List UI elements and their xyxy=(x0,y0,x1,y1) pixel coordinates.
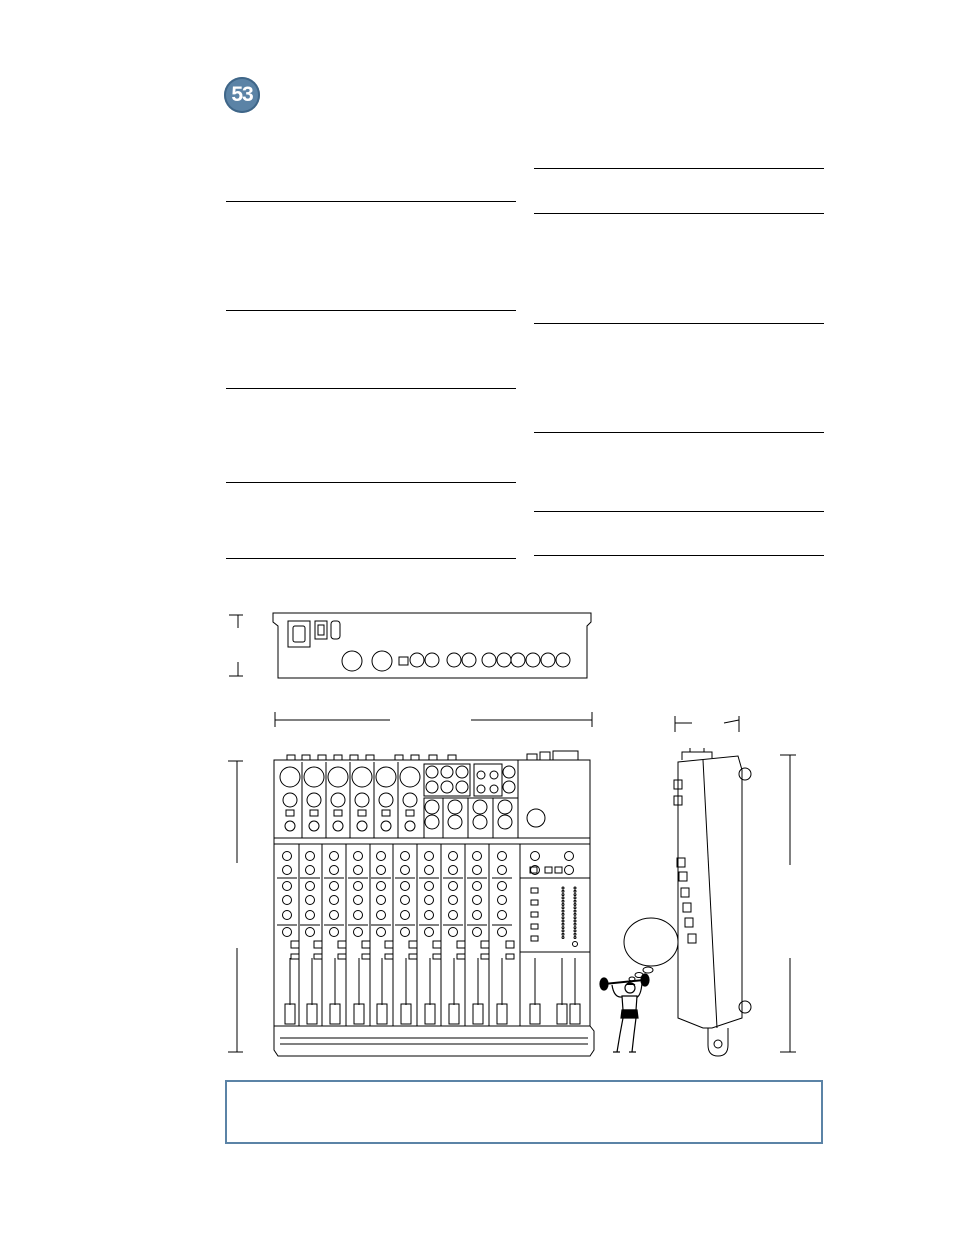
xlr-input xyxy=(328,767,348,787)
xlr-input xyxy=(304,767,324,787)
fader-cap xyxy=(570,1004,580,1024)
rca-jack xyxy=(490,785,498,793)
solo-button xyxy=(409,954,417,959)
rear-jack xyxy=(425,653,439,667)
mute-button xyxy=(409,941,417,948)
top-edge-connector xyxy=(395,755,403,760)
channel-knob xyxy=(473,866,482,875)
channel-knob xyxy=(449,882,458,891)
master-knob xyxy=(565,866,574,875)
meter-led xyxy=(562,904,564,906)
channel-knob xyxy=(449,866,458,875)
line-input xyxy=(307,793,321,807)
rear-jack xyxy=(526,653,540,667)
meter-led xyxy=(562,917,564,919)
mute-button xyxy=(385,941,393,948)
line-input xyxy=(379,793,393,807)
channel-knob xyxy=(449,911,458,920)
rear-jack xyxy=(410,653,424,667)
line-input xyxy=(403,793,417,807)
channel-knob xyxy=(473,882,482,891)
fader-cap xyxy=(530,1004,540,1024)
meter-led xyxy=(562,897,564,899)
channel-knob xyxy=(283,882,292,891)
rear-panel-height-dimension xyxy=(229,615,243,676)
solo-button xyxy=(314,954,322,959)
mute-button xyxy=(457,941,465,948)
meter-led xyxy=(562,937,564,939)
meter-led xyxy=(574,910,576,912)
line-input xyxy=(283,793,297,807)
mute-button xyxy=(338,941,346,948)
channel-knob xyxy=(330,852,339,861)
rear-jack xyxy=(447,653,461,667)
solo-button xyxy=(291,954,299,959)
xlr-input xyxy=(352,767,372,787)
meter-led xyxy=(562,910,564,912)
output-jack xyxy=(448,800,462,814)
trim-knob xyxy=(381,821,391,831)
channel-knob xyxy=(498,882,507,891)
top-edge-connector xyxy=(411,755,419,760)
thought-bubble xyxy=(624,918,678,981)
line-input xyxy=(331,793,345,807)
channel-knob xyxy=(283,866,292,875)
line-input xyxy=(355,793,369,807)
side-knob xyxy=(683,903,691,912)
output-jack xyxy=(498,800,512,814)
meter-led xyxy=(562,887,564,889)
rear-jack xyxy=(462,653,476,667)
channel-knob xyxy=(330,911,339,920)
channel-knob xyxy=(377,882,386,891)
channel-knob xyxy=(354,911,363,920)
channel-knob xyxy=(449,928,458,937)
output-jack xyxy=(473,815,487,829)
meter-led xyxy=(562,900,564,902)
trim-knob xyxy=(333,821,343,831)
channel-knob xyxy=(425,882,434,891)
output-jack xyxy=(425,815,439,829)
fader-cap xyxy=(377,1004,387,1024)
channel-knob xyxy=(306,882,315,891)
insert-switch xyxy=(358,810,366,816)
fader-cap xyxy=(497,1004,507,1024)
solo-button xyxy=(362,954,370,959)
master-knob xyxy=(531,852,540,861)
channel-knob xyxy=(498,896,507,905)
meter-led xyxy=(574,904,576,906)
meter-led xyxy=(562,913,564,915)
solo-button xyxy=(433,954,441,959)
meter-led xyxy=(562,927,564,929)
channel-knob xyxy=(425,896,434,905)
channel-knob xyxy=(306,852,315,861)
channel-knob xyxy=(425,928,434,937)
trim-knob xyxy=(405,821,415,831)
channel-knob xyxy=(330,928,339,937)
insert-switch xyxy=(382,810,390,816)
output-jack xyxy=(425,800,439,814)
channel-knob xyxy=(283,911,292,920)
channel-knob xyxy=(401,852,410,861)
stereo-jack xyxy=(426,766,438,778)
channel-knob xyxy=(354,866,363,875)
channel-knob xyxy=(306,928,315,937)
channel-knob xyxy=(449,896,458,905)
meter-led xyxy=(574,920,576,922)
fader-cap xyxy=(449,1004,459,1024)
fader-cap xyxy=(285,1004,295,1024)
insert-switch xyxy=(334,810,342,816)
mute-button xyxy=(362,941,370,948)
meter-led xyxy=(574,937,576,939)
strongman-lifting-dumbbell-cartoon xyxy=(600,974,649,1052)
channel-knob xyxy=(498,852,507,861)
channel-knob xyxy=(473,928,482,937)
channel-knob xyxy=(377,896,386,905)
side-depth-dimension xyxy=(675,716,739,732)
solo-button xyxy=(506,954,514,959)
master-knob xyxy=(565,852,574,861)
channel-knob xyxy=(449,852,458,861)
master-switch xyxy=(531,936,538,941)
top-edge-connector xyxy=(287,755,295,760)
channel-knob xyxy=(401,911,410,920)
side-knob xyxy=(681,888,689,897)
fader-cap xyxy=(307,1004,317,1024)
meter-led xyxy=(562,930,564,932)
top-edge-connector xyxy=(448,755,456,760)
meter-led xyxy=(574,913,576,915)
stereo-jack-panel xyxy=(424,764,470,796)
solo-button xyxy=(385,954,393,959)
fader-cap xyxy=(557,1004,567,1024)
meter-led xyxy=(562,920,564,922)
channel-knob xyxy=(330,882,339,891)
side-knob xyxy=(685,918,693,927)
rca-jack xyxy=(490,771,498,779)
channel-knob xyxy=(401,866,410,875)
page-number-badge: 53 xyxy=(224,77,260,113)
mute-button xyxy=(433,941,441,948)
channel-knob xyxy=(425,866,434,875)
meter-led xyxy=(562,933,564,935)
channel-knob xyxy=(401,928,410,937)
channel-knob xyxy=(401,882,410,891)
meter-led xyxy=(562,894,564,896)
meter-led xyxy=(574,930,576,932)
insert-switch xyxy=(310,810,318,816)
xlr-input xyxy=(280,767,300,787)
channel-knob xyxy=(498,911,507,920)
mixer-side-view-drawing xyxy=(674,748,751,1056)
solo-button xyxy=(481,954,489,959)
top-edge-connector xyxy=(350,755,358,760)
rear-jack xyxy=(556,653,570,667)
mute-button xyxy=(506,941,514,948)
stereo-jack xyxy=(456,781,468,793)
top-edge-connector xyxy=(334,755,342,760)
meter-led xyxy=(574,894,576,896)
channel-knob xyxy=(377,911,386,920)
master-button xyxy=(545,867,552,873)
rca-jack xyxy=(477,771,485,779)
rear-jack xyxy=(511,653,525,667)
channel-knob xyxy=(377,866,386,875)
channel-knob xyxy=(354,928,363,937)
channel-knob xyxy=(498,928,507,937)
output-jack xyxy=(473,800,487,814)
meter-led xyxy=(574,927,576,929)
fader-cap xyxy=(425,1004,435,1024)
channel-knob xyxy=(283,896,292,905)
top-edge-connector xyxy=(429,755,437,760)
master-switch xyxy=(531,924,538,929)
channel-knob xyxy=(473,911,482,920)
insert-switch xyxy=(406,810,414,816)
meter-led xyxy=(574,907,576,909)
mixer-top-view-drawing xyxy=(274,751,594,1056)
channel-knob xyxy=(473,852,482,861)
meter-led xyxy=(574,933,576,935)
trim-knob xyxy=(309,821,319,831)
channel-knob xyxy=(401,896,410,905)
solo-button xyxy=(457,954,465,959)
mute-button xyxy=(481,941,489,948)
channel-knob xyxy=(473,896,482,905)
main-out-jack xyxy=(503,781,515,793)
fader-cap xyxy=(401,1004,411,1024)
channel-knob xyxy=(354,896,363,905)
stereo-jack xyxy=(441,781,453,793)
output-jack xyxy=(498,815,512,829)
solo-button xyxy=(338,954,346,959)
channel-knob xyxy=(377,928,386,937)
channel-knob xyxy=(425,852,434,861)
side-knob xyxy=(679,872,687,881)
side-view-height-dimension xyxy=(780,755,796,1052)
meter-led xyxy=(574,887,576,889)
top-edge-connector xyxy=(302,755,310,760)
channel-knob xyxy=(498,866,507,875)
channel-knob xyxy=(330,896,339,905)
rear-jack xyxy=(482,653,496,667)
mixer-rear-panel-drawing xyxy=(273,613,591,678)
output-jack xyxy=(448,815,462,829)
phones-knob xyxy=(573,942,578,947)
top-view-height-dimension xyxy=(228,761,243,1052)
meter-led xyxy=(574,897,576,899)
stereo-jack xyxy=(426,781,438,793)
top-edge-connector xyxy=(318,755,326,760)
channel-knob xyxy=(306,896,315,905)
meter-led xyxy=(574,923,576,925)
channel-knob xyxy=(306,911,315,920)
xlr-input xyxy=(376,767,396,787)
rear-jack xyxy=(541,653,555,667)
xlr-input xyxy=(400,767,420,787)
fader-cap xyxy=(330,1004,340,1024)
channel-knob xyxy=(306,866,315,875)
insert-switch xyxy=(286,810,294,816)
channel-knob xyxy=(283,928,292,937)
rear-jack xyxy=(497,653,511,667)
top-edge-connector xyxy=(366,755,374,760)
stereo-jack xyxy=(456,766,468,778)
meter-led xyxy=(574,917,576,919)
master-switch xyxy=(531,888,538,893)
rca-jack xyxy=(477,785,485,793)
trim-knob xyxy=(357,821,367,831)
channel-knob xyxy=(330,866,339,875)
meter-led xyxy=(574,890,576,892)
channel-knob xyxy=(425,911,434,920)
meter-led xyxy=(562,923,564,925)
channel-knob xyxy=(283,852,292,861)
channel-knob xyxy=(354,882,363,891)
fader-cap xyxy=(473,1004,483,1024)
mute-button xyxy=(314,941,322,948)
main-out-jack xyxy=(503,766,515,778)
master-switch xyxy=(531,900,538,905)
master-button xyxy=(555,867,562,873)
meter-led xyxy=(562,890,564,892)
meter-led xyxy=(574,900,576,902)
stereo-jack xyxy=(441,766,453,778)
mute-button xyxy=(291,941,299,948)
meter-led xyxy=(562,907,564,909)
channel-knob xyxy=(354,852,363,861)
channel-knob xyxy=(377,852,386,861)
fader-cap xyxy=(354,1004,364,1024)
side-knob xyxy=(688,934,696,943)
master-switch xyxy=(531,912,538,917)
note-box xyxy=(225,1080,823,1144)
width-dimension xyxy=(275,712,592,727)
trim-knob xyxy=(285,821,295,831)
